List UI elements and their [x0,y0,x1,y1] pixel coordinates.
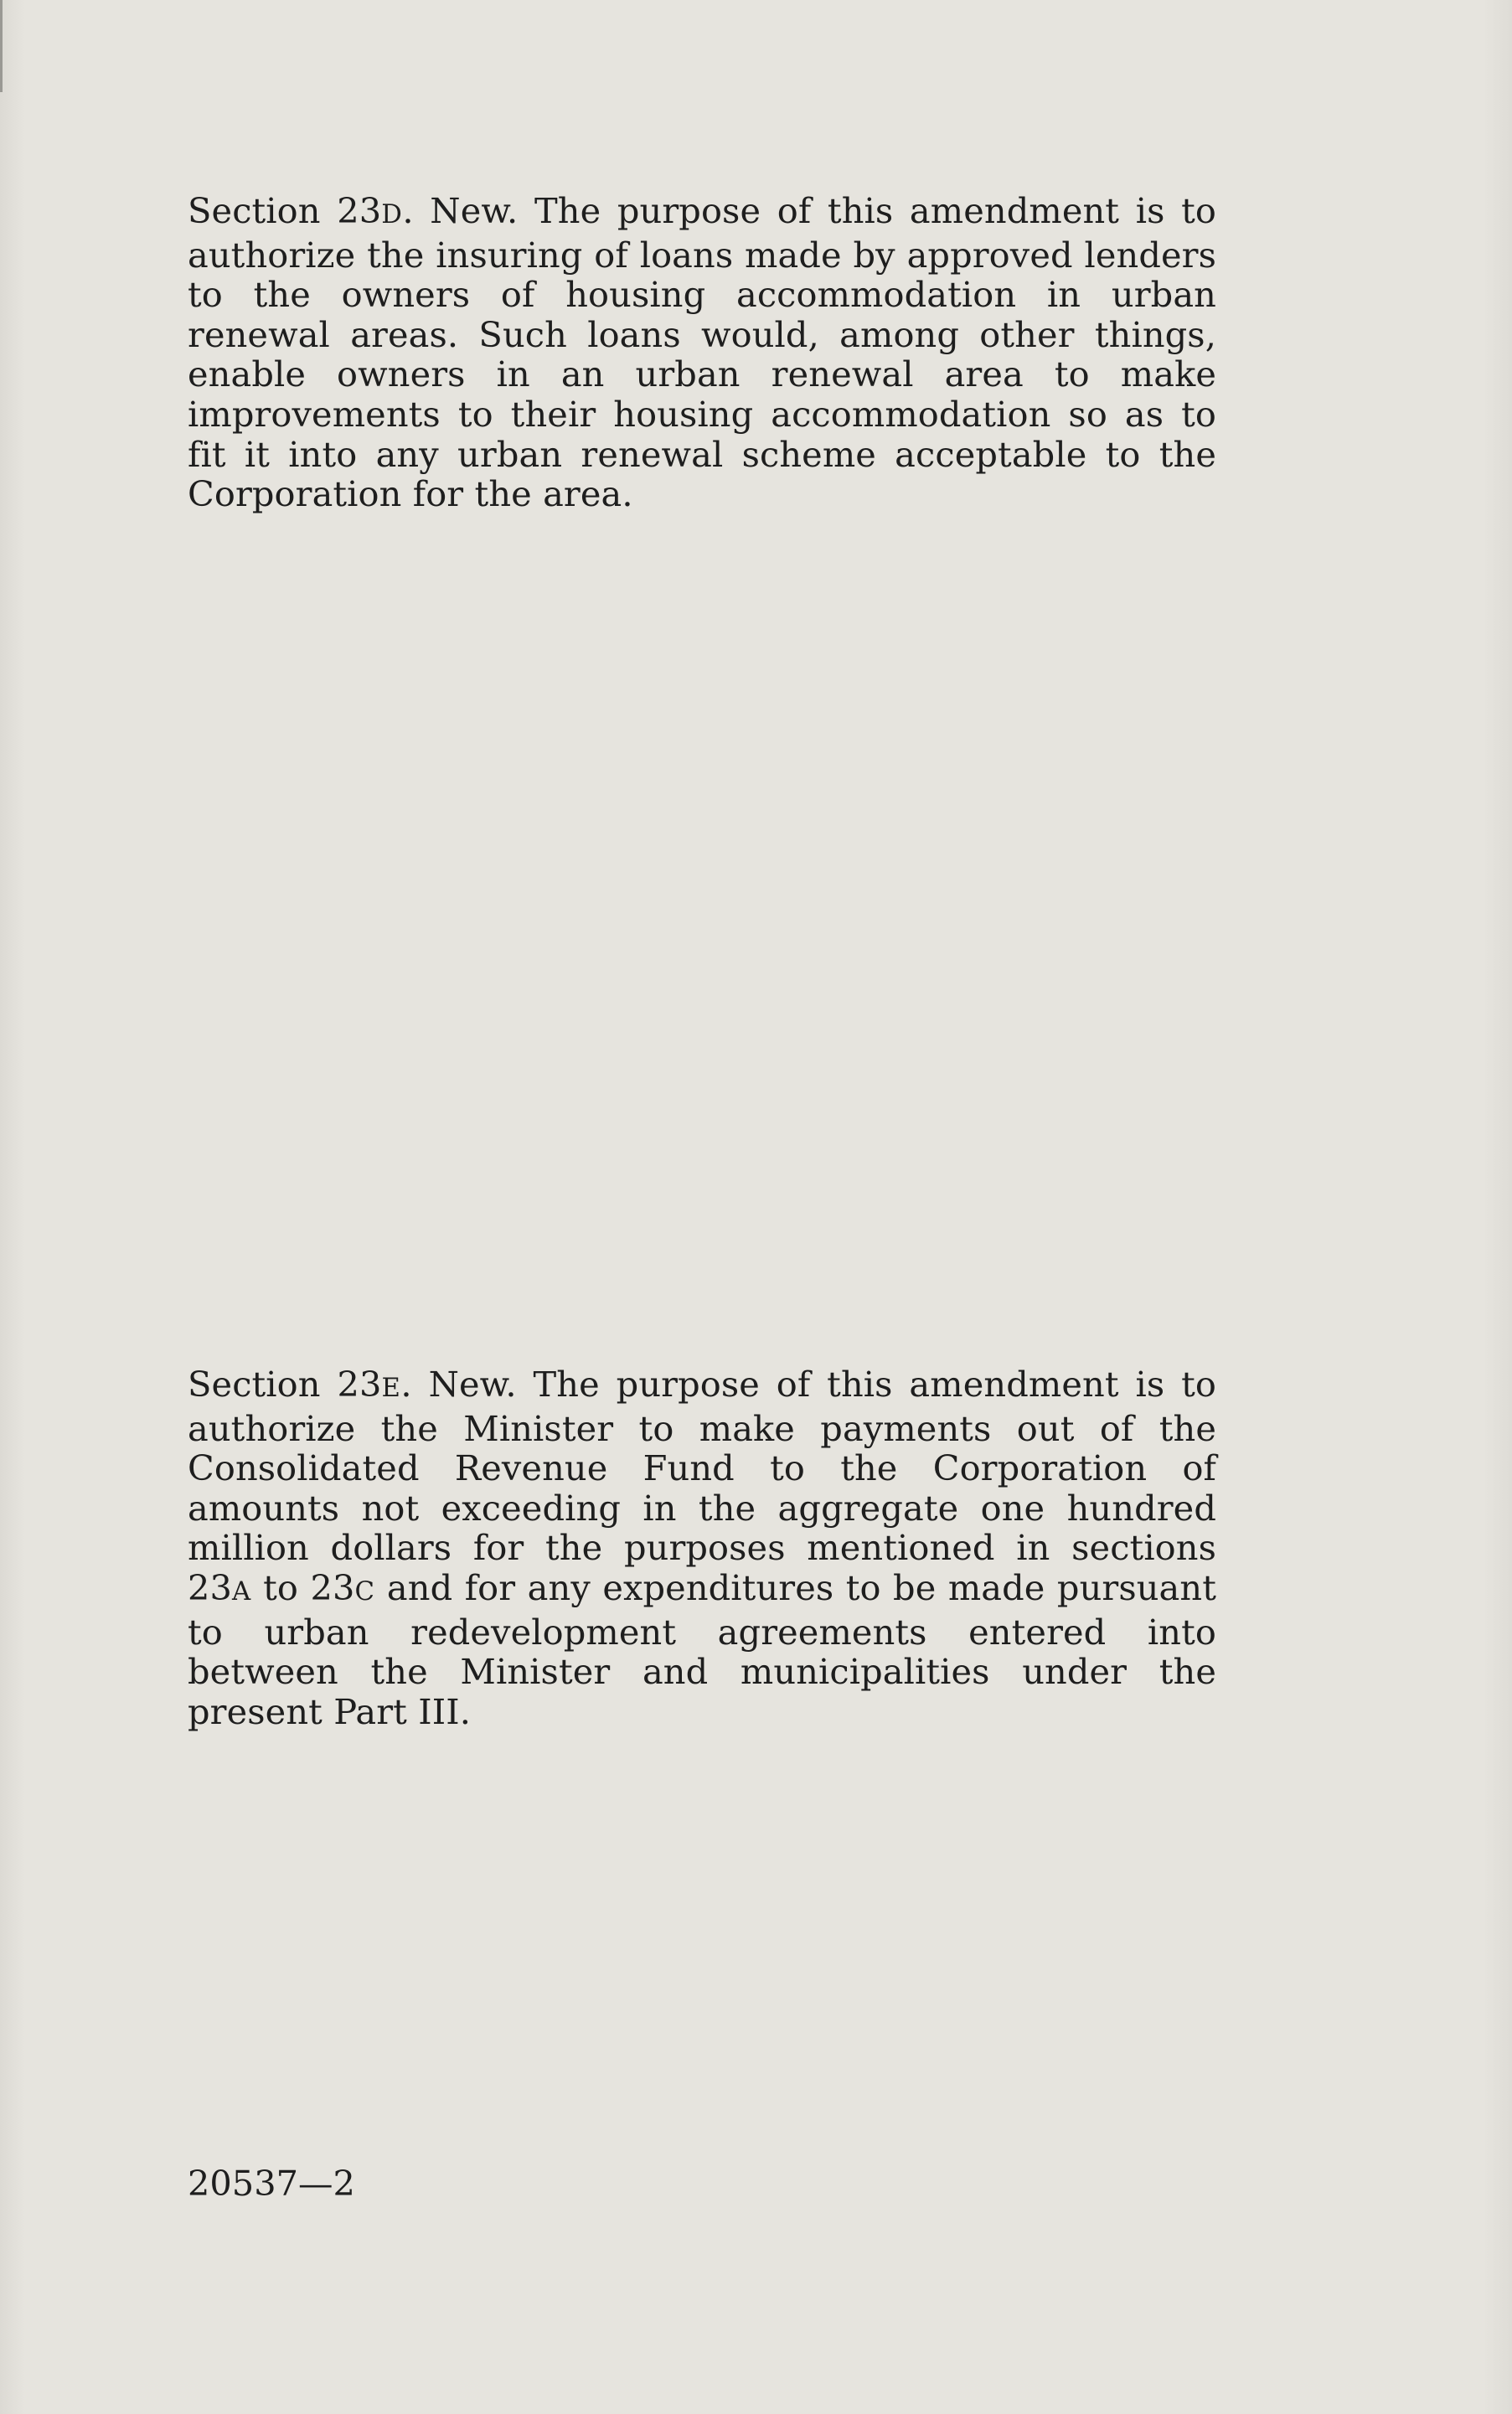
explanatory-note-section-23d [188,191,1216,514]
section-label: Section 23 [188,190,382,231]
section-suffix: E [381,1373,401,1403]
page-edge-shadow [0,0,3,92]
page-code: 20537—2 [188,2163,355,2204]
explanatory-note-section-23e [188,1364,1216,1731]
section-ref-suffix: C [354,1576,375,1607]
note-paragraph [188,191,1216,514]
section-suffix: D [381,199,403,230]
note-body: . New. The purpose of this amendment is to authorize the insuring of loans made by approved lenders to the owners of housing accommodation in urban renewal areas. Such loans would, among other things, enable owners in an urban renewal area to make improvements to their housing accommodation so as to fit it into any urban renewal scheme acceptable to the Corporation for the area. [188,190,1216,515]
note-body-part: . New. The purpose of this amendment is to authorize the Minister to make payments out of the Consolidated Revenue Fund to the Corporation of amounts not exceeding in the aggregate one hundred million dollars for the purposes mentioned in sections 23 [188,1364,1216,1608]
note-body-part: and for any expenditures to be made pursuant to urban redevelopment agreements entered into between the Minister and municipalities under the present Part III. [188,1566,1217,1732]
section-label: Section 23 [188,1364,382,1405]
note-body-part: to 23 [250,1566,355,1608]
note-paragraph [188,1364,1216,1731]
section-ref-suffix: A [232,1576,251,1607]
